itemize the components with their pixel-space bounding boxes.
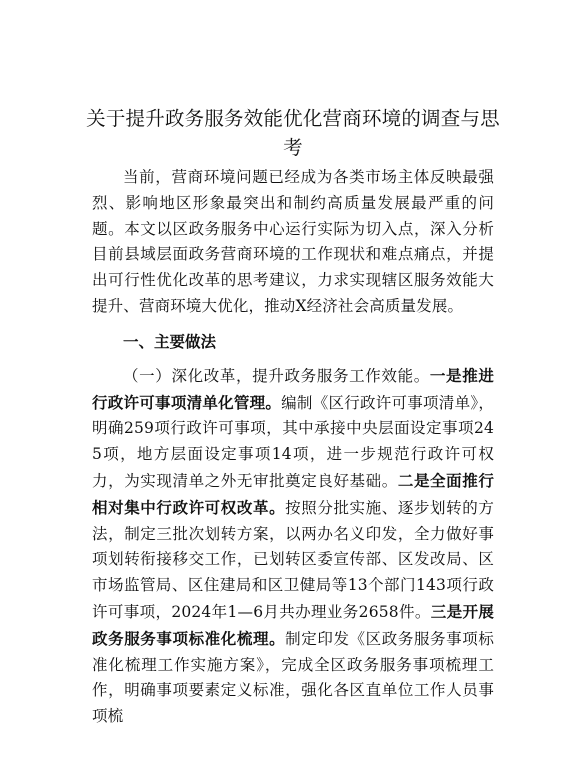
point-2-label: 二是全面推行相对集中行政许可权改革。 [92,470,494,517]
point-3-text: 制定印发《区政务服务事项标准化梳理工作实施方案》，完成全区政务服务事项梳理工作，明确事项要素定义标准，强化各区直单位工作人员事项梳 [92,629,494,726]
section-1-paragraph [92,363,494,730]
point-1-label: 一是推进行政许可事项清单化管理。 [92,365,494,412]
intro-paragraph: 当前，营商环境问题已经成为各类市场主体反映最强烈、影响地区形象最突出和制约高质量发展最严重的问题。本文以区政务服务中心运行实际为切入点，深入分析目前县域层面政务营商环境的工作现状和难点痛点，并提出可行性优化改革的思考建议，力求实现辖区服务效能大提升、营商环境大优化，推动X经济社会高质量发展。 [92,168,494,315]
point-1-text: 编制《区行政许可事项清单》，明确259项行政许可事项，其中承接中央层面设定事项245项，地方层面设定事项14项，进一步规范行政许可权力，为实现清单之外无审批奠定良好基础。 [92,393,494,490]
document-body [92,165,494,730]
point-2-text: 按照分批实施、逐步划转的方法，制定三批次划转方案，以两办名义印发，全力做好事项划转衔接移交工作，已划转区委宣传部、区发改局、区市场监管局、区住建局和区卫健局等13个部门143项行政许可事项，2024年1—6月共办理业务2658件。 [92,498,494,621]
section-heading: 一、主要做法 [123,331,217,351]
point-3-label: 三是开展政务服务事项标准化梳理。 [92,601,494,648]
document-title: 关于提升政务服务效能优化营商环境的调查与思考 [86,107,500,159]
section-1-subheading: （一）深化改革，提升政务服务工作效能。 [123,366,430,385]
